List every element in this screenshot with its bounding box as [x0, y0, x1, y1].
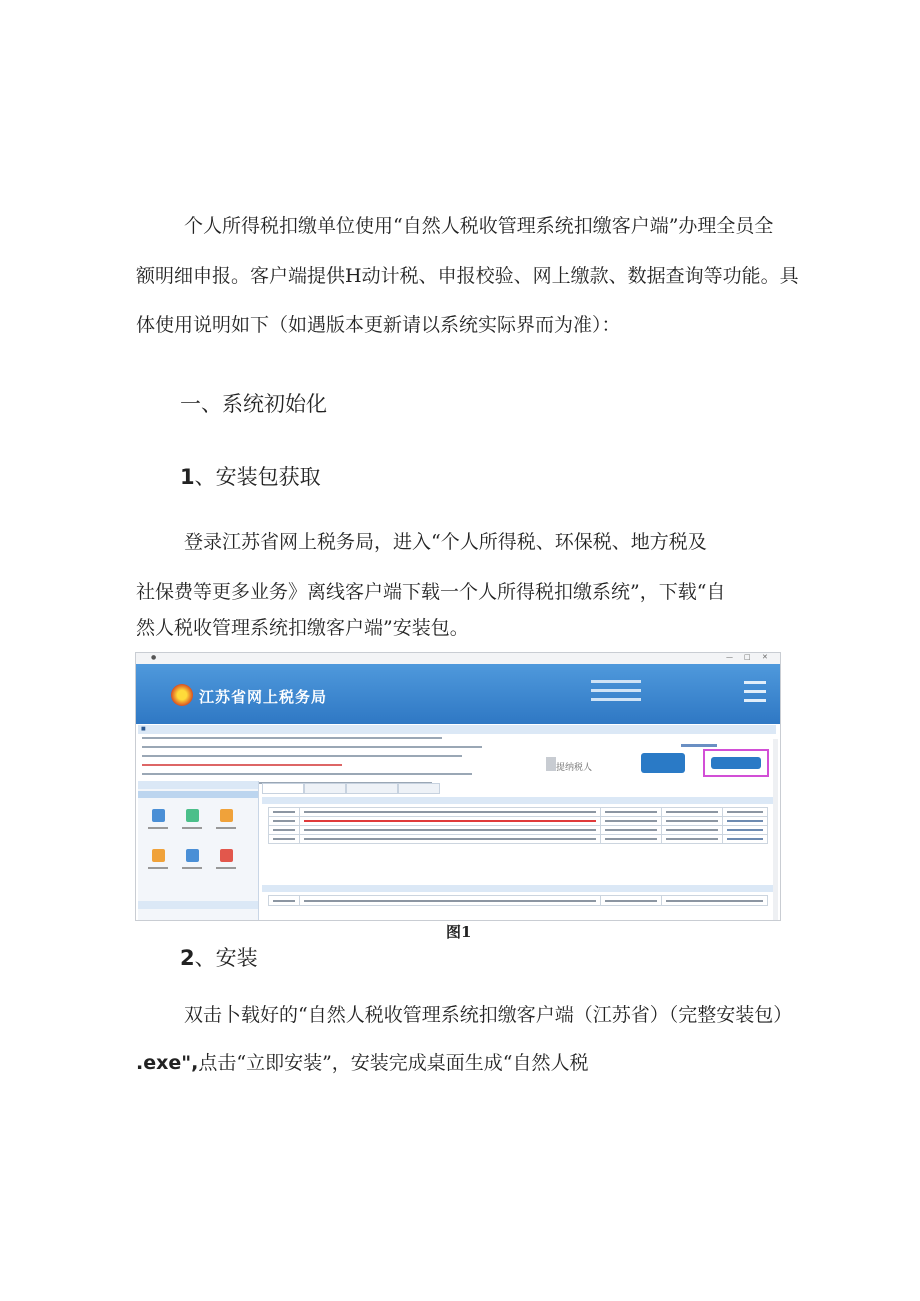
- intro-line-2: 额明细申报。客户端提供H动计税、申报校验、网上缴款、数据查询等功能。具: [136, 265, 799, 287]
- announcement-header: [262, 797, 778, 804]
- minimize-icon: —: [726, 653, 733, 661]
- tile-icon: [152, 849, 165, 862]
- figure-1-screenshot: [135, 652, 781, 921]
- install-filename-suffix: .exe",: [136, 1052, 199, 1074]
- tile-icon: [186, 849, 199, 862]
- tile-icon: [220, 809, 233, 822]
- install-line-2: [136, 1054, 589, 1073]
- subheading-2-separator: 、: [194, 946, 216, 970]
- tile-icon: [186, 809, 199, 822]
- todo-header: [262, 885, 778, 892]
- user-info-block: [591, 680, 641, 707]
- window-title-placeholder: ●: [151, 654, 157, 661]
- figure-caption: 图1: [446, 923, 472, 941]
- section-heading-1: 一、系统初始化: [180, 392, 327, 416]
- install-line-1: 双击卜载好的“自然人税收管理系统扣缴客户端（江苏省）（完整安装包）: [184, 1004, 793, 1026]
- tax-emblem-icon: [171, 684, 193, 706]
- download-line-3: 然人税收管理系统扣缴客户端”安装包。: [136, 617, 469, 639]
- announcement-table: [268, 807, 768, 844]
- download-line-2: 社保费等更多业务》离线客户端下载一个人所得税扣缴系统”，下载“自: [136, 581, 726, 603]
- site-banner: [136, 664, 780, 724]
- subheading-2: [180, 942, 258, 972]
- maximize-icon: □: [744, 653, 751, 661]
- subheading-2-title: 安装: [215, 946, 258, 970]
- subheading-1-title: 安装包获取: [215, 465, 321, 489]
- highlighted-download-button: [703, 749, 769, 777]
- tile-icon: [220, 849, 233, 862]
- client-download-button: [641, 753, 685, 773]
- window-titlebar: [136, 653, 780, 664]
- intro-line-1: 个人所得税扣缴单位使用“自然人税收管理系统扣缴客户端”办理全员全: [184, 215, 774, 237]
- subheading-1-number: 1: [180, 465, 195, 489]
- todo-table: [268, 895, 768, 906]
- download-line-1: 登录江苏省网上税务局，进入“个人所得税、环保税、地方税及: [184, 531, 707, 553]
- intro-line-3: 体使用说明如下（如遇版本更新请以系统实际界而为准）：: [136, 314, 621, 336]
- install-line-2-text: 点击“立即安装”，安装完成桌面生成“自然人税: [198, 1052, 589, 1074]
- taxpayer-label: 提纳税人: [556, 763, 593, 773]
- scrollbar: [773, 739, 778, 920]
- tile-icon: [152, 809, 165, 822]
- site-title: 江苏省网上税务局: [199, 688, 328, 706]
- subheading-2-number: 2: [180, 946, 195, 970]
- redacted-mark: [546, 757, 556, 771]
- notice-header: ■: [138, 725, 776, 734]
- close-icon: ✕: [762, 653, 768, 661]
- banner-links: [744, 681, 766, 708]
- switch-link: [681, 744, 717, 747]
- subheading-1-separator: 、: [194, 465, 216, 489]
- subheading-1: [180, 461, 321, 491]
- sidebar: [138, 781, 259, 920]
